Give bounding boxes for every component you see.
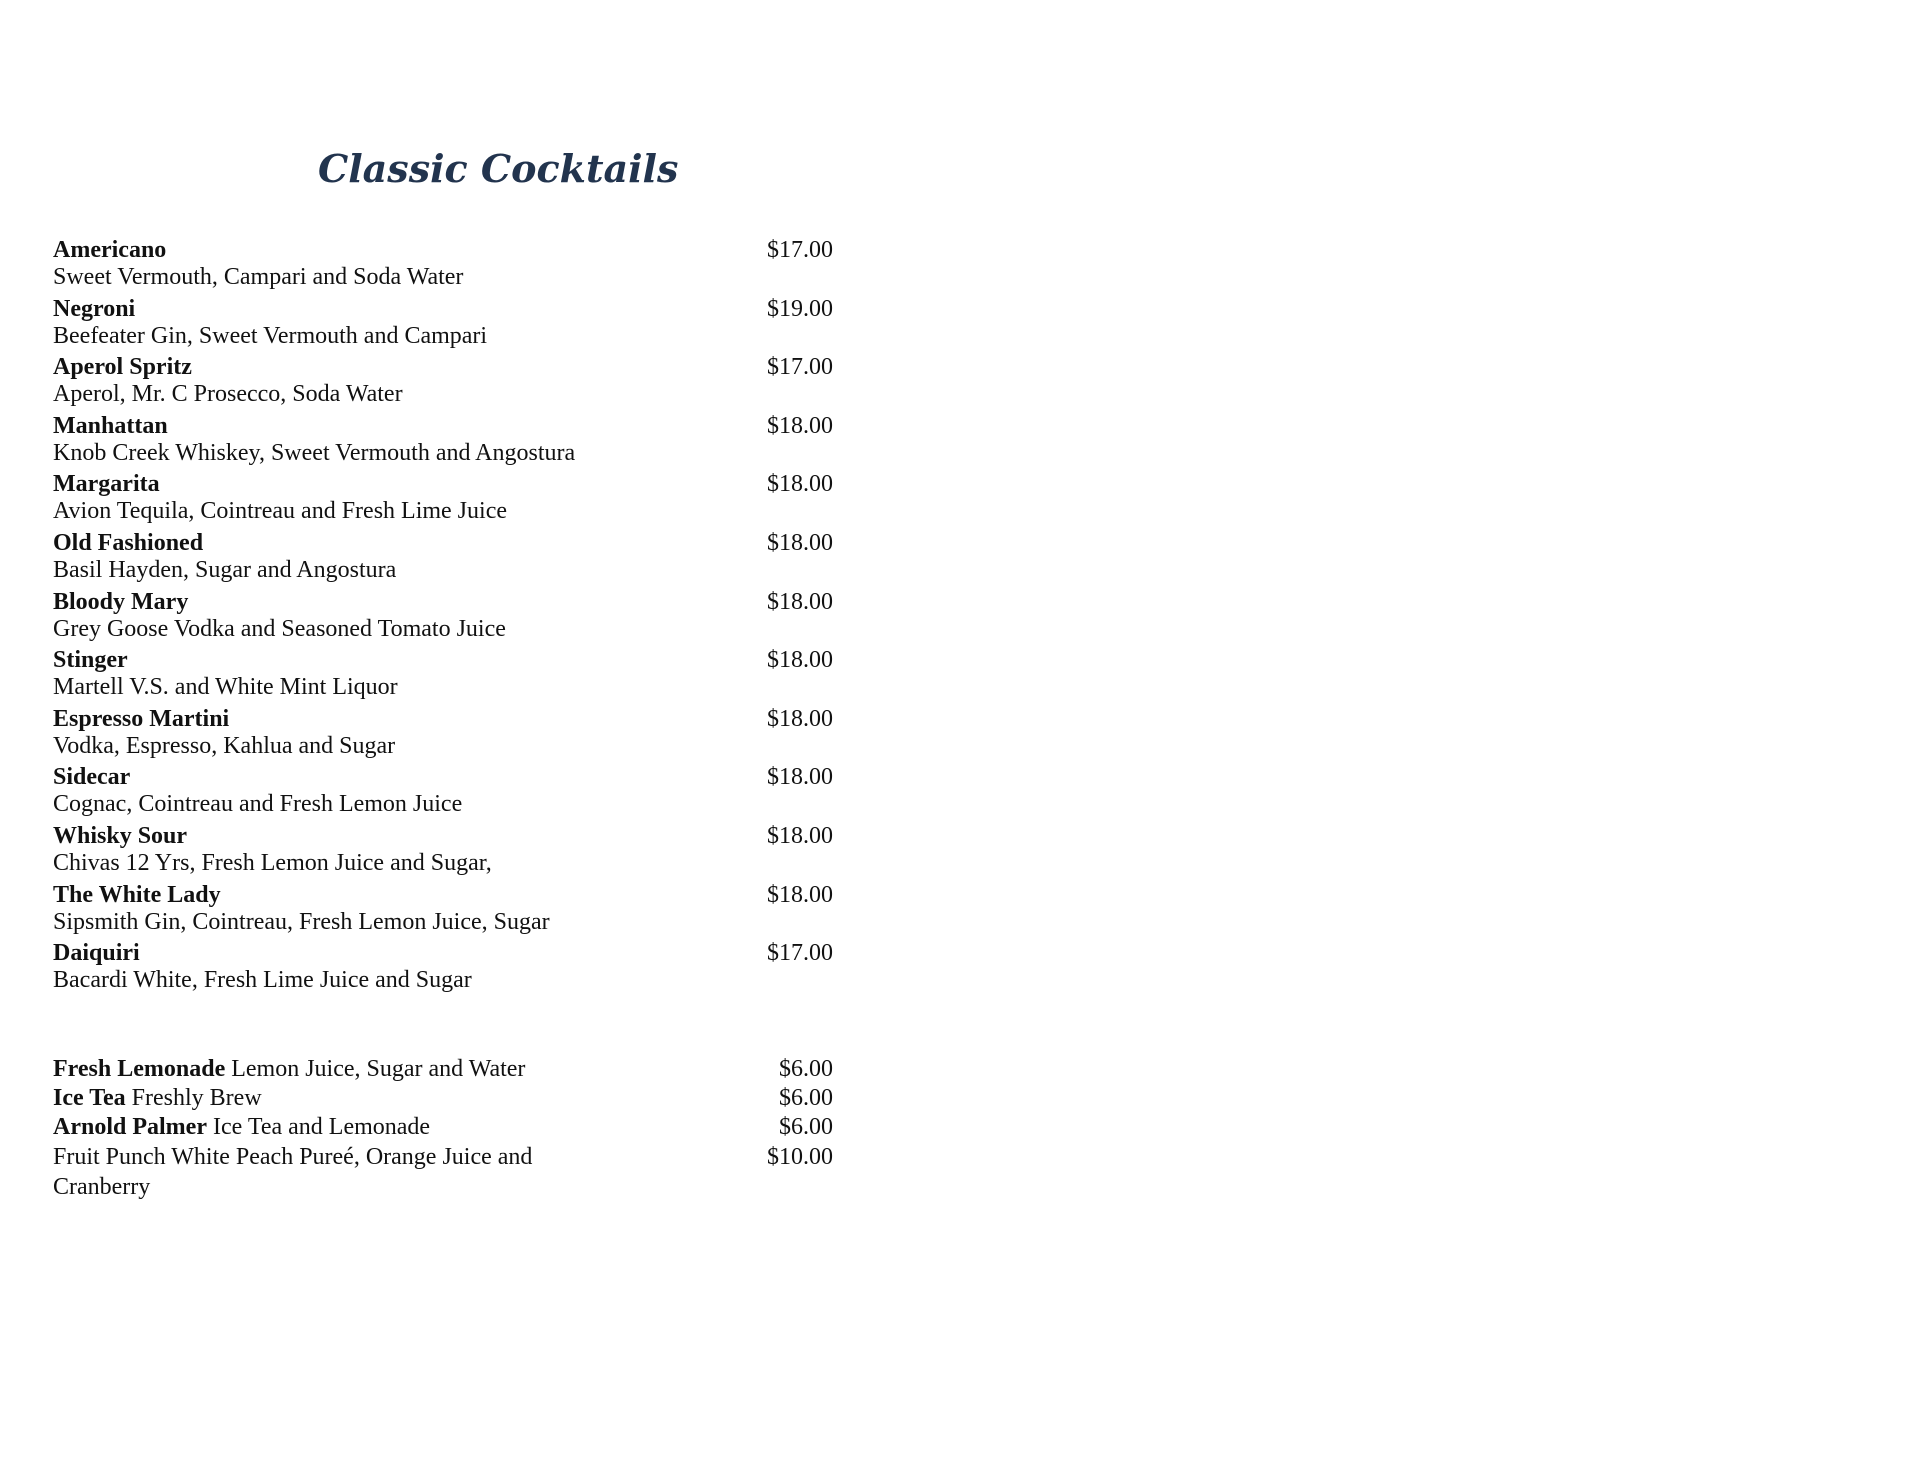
item-price: $18.00 [767,764,833,791]
item-description: Cognac, Cointreau and Fresh Lemon Juice [53,791,463,818]
item-price: $17.00 [767,940,833,967]
item-name: Arnold Palmer [53,1114,207,1141]
item-name: Bloody Mary [53,588,189,615]
item-description: Basil Hayden, Sugar and Angostura [53,556,397,583]
item-description: Knob Creek Whiskey, Sweet Vermouth and Angostura [53,439,576,466]
item-name: Americano [53,237,167,263]
item-name: Ice Tea [53,1085,126,1112]
item-description: Grey Goose Vodka and Seasoned Tomato Juice [53,615,506,642]
item-name: Espresso Martini [53,705,230,732]
soft-drink-list [53,1054,833,1202]
menu-item [53,645,833,704]
item-name: The White Lady [53,881,221,908]
menu-item [53,528,833,587]
item-description: Martell V.S. and White Mint Liquor [53,674,398,701]
soft-drink-item [53,1142,833,1202]
menu-item [53,821,833,880]
item-price: $17.00 [767,237,833,263]
item-price: $18.00 [767,881,833,908]
menu-item [53,762,833,821]
item-description: Ice Tea and Lemonade [212,1114,431,1141]
item-price: $10.00 [767,1143,833,1170]
item-description: Bacardi White, Fresh Lime Juice and Sugar [53,967,472,994]
item-price: $18.00 [767,705,833,732]
menu-item [53,587,833,646]
menu-item [53,938,833,997]
item-description: Aperol, Mr. C Prosecco, Soda Water [53,381,403,408]
item-price: $6.00 [779,1114,833,1141]
item-description: Lemon Juice, Sugar and Water [231,1056,526,1082]
item-description: Avion Tequila, Cointreau and Fresh Lime Juice [53,498,507,525]
item-name: Fresh Lemonade [53,1056,226,1082]
menu-item [53,469,833,528]
menu-item [53,880,833,939]
menu-item [53,294,833,353]
item-name: Stinger [53,647,128,674]
menu-item [53,235,833,294]
menu-item [53,352,833,411]
soft-drink-item [53,1083,833,1112]
soft-drink-item [53,1112,833,1141]
item-description: Freshly Brew [131,1085,262,1112]
item-name: Daiquiri [53,940,140,967]
item-description: Sweet Vermouth, Campari and Soda Water [53,264,464,290]
item-price: $18.00 [767,529,833,556]
page-title: Classic Cocktails [318,146,679,191]
menu-item [53,704,833,763]
item-price: $17.00 [767,354,833,381]
item-description: Sipsmith Gin, Cointreau, Fresh Lemon Juice, Sugar [53,908,550,935]
item-name: Sidecar [53,764,131,791]
item-price: $18.00 [767,647,833,674]
item-description: Fruit Punch White Peach Pureé, Orange Juice and Cranberry [53,1143,533,1200]
item-price: $18.00 [767,588,833,615]
item-description: Beefeater Gin, Sweet Vermouth and Campari [53,322,488,349]
item-name: Negroni [53,295,136,322]
item-price: $18.00 [767,822,833,849]
item-price: $19.00 [767,295,833,322]
item-price: $6.00 [779,1085,833,1112]
item-description: Chivas 12 Yrs, Fresh Lemon Juice and Sugar, [53,849,492,876]
item-price: $18.00 [767,471,833,498]
item-name: Aperol Spritz [53,354,192,381]
item-name: Margarita [53,471,160,498]
menu-item [53,411,833,470]
cocktail-list [53,235,833,997]
item-description: Vodka, Espresso, Kahlua and Sugar [53,732,396,759]
item-price: $6.00 [779,1056,833,1082]
item-name: Whisky Sour [53,822,188,849]
item-price: $18.00 [767,412,833,439]
item-name: Old Fashioned [53,529,204,556]
soft-drink-item [53,1054,833,1083]
item-name: Manhattan [53,412,168,439]
